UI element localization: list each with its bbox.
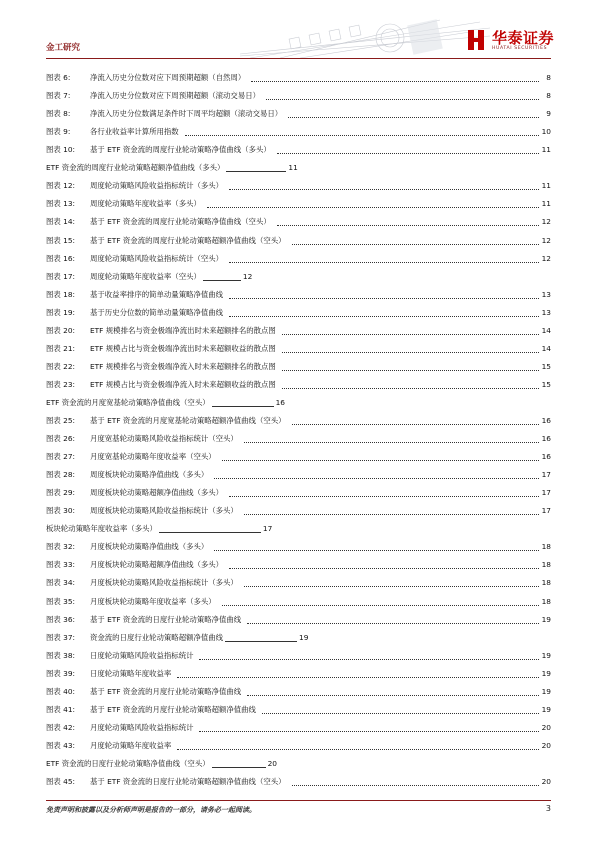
- toc-entry-title: 净流入历史分位数满足条件时下周平均超额（滚动交易日）: [90, 109, 283, 119]
- toc-entry-title: 基于收益率排序的简单动量策略净值曲线: [90, 289, 224, 299]
- toc-entry[interactable]: [46, 414, 551, 428]
- toc-entry-title: ETF 规模排名与资金极端净流入时未来超额排名的散点图: [90, 361, 276, 371]
- toc-leader: [185, 135, 539, 136]
- brand-name-cn: 华泰证券: [492, 29, 555, 47]
- toc-entry-title: 月度板块轮动策略净值曲线（多头）: [90, 542, 209, 552]
- toc-entry[interactable]: [46, 739, 551, 753]
- toc-entry-label: 图表 32:: [46, 542, 76, 552]
- toc-leader: [277, 153, 539, 154]
- toc-entry[interactable]: [46, 468, 551, 482]
- toc-entry[interactable]: [46, 288, 551, 302]
- toc-entry[interactable]: [46, 71, 551, 85]
- huatai-logo-icon: [466, 28, 486, 52]
- toc-entry-label: 图表 25:: [46, 415, 76, 425]
- toc-entry-title: ETF 规模排名与资金极端净流出时未来超额排名的散点图: [90, 325, 276, 335]
- header-decoration-graphic: [240, 18, 490, 58]
- toc-entry-page: 11: [288, 163, 298, 173]
- toc-leader: [247, 623, 539, 624]
- brand-name-en: HUATAI SECURITIES: [492, 46, 548, 51]
- toc-entry[interactable]: [46, 234, 551, 248]
- toc-entry-label: 图表 42:: [46, 722, 76, 732]
- toc-entry-title: ETF 资金流的月度宽基轮动策略净值曲线（空头）: [46, 397, 210, 407]
- toc-entry-page: 16: [541, 415, 551, 425]
- toc-leader: [199, 731, 539, 732]
- toc-entry-page: 18: [541, 596, 551, 606]
- toc-entry-title: 基于 ETF 资金流的月度行业轮动策略超额净值曲线: [90, 704, 256, 714]
- toc-entry[interactable]: [46, 360, 551, 374]
- toc-entry[interactable]: [46, 576, 551, 590]
- toc-entry[interactable]: [46, 703, 551, 717]
- toc-entry-label: 图表 43:: [46, 740, 76, 750]
- toc-entry-title: ETF 规模占比与资金极端净流出时未来超额收益的散点图: [90, 343, 276, 353]
- toc-leader: [292, 785, 539, 786]
- toc-leader: [229, 496, 539, 497]
- toc-entry-page: 11: [541, 181, 551, 191]
- toc-entry[interactable]: [46, 631, 308, 645]
- toc-entry-page: 18: [541, 578, 551, 588]
- toc-entry-label: 图表 26:: [46, 434, 76, 443]
- toc-entry-label: 图表 27:: [46, 452, 76, 462]
- toc-leader: [288, 117, 539, 118]
- toc-entry-title: ETF 规模占比与资金极端净流入时未来超额收益的散点图: [90, 379, 276, 389]
- toc-entry-label: 图表 15:: [46, 235, 76, 245]
- toc-entry-title: ETF 资金流的周度行业轮动策略超额净值曲线（多头）: [46, 163, 225, 173]
- toc-leader: [229, 568, 539, 569]
- toc-entry-label: 图表 7:: [46, 91, 71, 100]
- toc-entry[interactable]: [46, 504, 551, 518]
- toc-entry-title: 周度轮动策略风险收益指标统计（空头）: [90, 253, 224, 263]
- toc-entry-page: 18: [541, 560, 551, 570]
- toc-leader: [282, 352, 539, 353]
- toc-leader: [262, 713, 539, 714]
- toc-entry[interactable]: [46, 252, 551, 266]
- toc-entry-title: 基于历史分位数的简单动量策略净值曲线: [90, 307, 224, 317]
- toc-entry[interactable]: [46, 486, 551, 500]
- toc-entry-label: 图表 41:: [46, 704, 76, 714]
- toc-entry-page: 14: [541, 343, 551, 353]
- toc-entry-title: 周度轮动策略年度收益率（多头）: [90, 199, 201, 209]
- toc-entry-label: 图表 12:: [46, 181, 76, 191]
- toc-leader: [229, 262, 539, 263]
- toc-entry-page: 20: [541, 740, 551, 750]
- toc-leader: [292, 244, 539, 245]
- toc-entry-page: 20: [541, 777, 551, 786]
- toc-leader: [229, 298, 539, 299]
- toc-entry-label: 图表 17:: [46, 271, 76, 281]
- toc-entry-page: 19: [299, 632, 309, 642]
- toc-leader: [177, 677, 539, 678]
- toc-leader: [247, 695, 539, 696]
- toc-entry[interactable]: [46, 215, 551, 229]
- toc-entry-label: 图表 18:: [46, 289, 76, 299]
- toc-entry[interactable]: [46, 685, 551, 699]
- toc-entry-page: 17: [541, 488, 551, 498]
- toc-entry-page: 16: [275, 397, 286, 407]
- toc-entry-title: 月度轮动策略年度收益率: [90, 740, 172, 750]
- toc-entry-page: 11: [541, 199, 551, 209]
- toc-entry-page: 13: [541, 289, 551, 299]
- toc-entry-page: 17: [541, 470, 551, 480]
- toc-leader: [222, 460, 539, 461]
- toc-leader: [226, 171, 286, 172]
- toc-entry-title: 周度板块轮动策略净值曲线（多头）: [90, 470, 209, 480]
- toc-entry-title: 月度板块轮动策略风险收益指标统计（多头）: [90, 578, 238, 588]
- toc-entry-page: 19: [541, 650, 551, 660]
- toc-entry-label: 图表 8:: [46, 109, 71, 119]
- toc-entry-label: 图表 40:: [46, 686, 76, 696]
- toc-leader: [282, 388, 539, 389]
- toc-entry-page: 8: [546, 73, 551, 82]
- toc-entry-title: 基于 ETF 资金流的周度行业轮动策略超额净值曲线（空头）: [90, 235, 286, 245]
- toc-entry-label: 图表 28:: [46, 470, 76, 480]
- toc-leader: [292, 424, 539, 425]
- toc-entry-label: 图表 22:: [46, 361, 76, 371]
- toc-entry[interactable]: [46, 270, 252, 284]
- toc-entry[interactable]: [46, 450, 551, 464]
- toc-leader: [214, 550, 539, 551]
- toc-leader: [212, 767, 266, 768]
- toc-leader: [207, 207, 539, 208]
- toc-entry-title: 各行业收益率计算所用指数: [90, 127, 179, 137]
- toc-entry-title: 资金流的日度行业轮动策略超额净值曲线: [90, 632, 224, 642]
- toc-entry-label: 图表 39:: [46, 668, 76, 678]
- toc-entry-title: 月度宽基轮动策略风险收益指标统计（空头）: [90, 434, 238, 443]
- toc-entry-label: 图表 20:: [46, 325, 76, 335]
- toc-entry[interactable]: [46, 161, 298, 175]
- toc-entry-page: 15: [541, 379, 551, 389]
- toc-entry-label: 图表 16:: [46, 253, 76, 263]
- toc-entry-label: 图表 35:: [46, 596, 76, 606]
- toc-entry-page: 13: [541, 307, 551, 317]
- toc-entry-label: 图表 33:: [46, 560, 76, 570]
- footer-disclaimer: 免责声明和披露以及分析师声明是报告的一部分，请务必一起阅读。: [46, 806, 256, 814]
- toc-leader: [212, 406, 274, 407]
- toc-entry-title: 周度轮动策略年度收益率（空头）: [90, 271, 201, 281]
- toc-entry-label: 图表 38:: [46, 650, 76, 660]
- toc-entry-title: 月度板块轮动策略年度收益率（多头）: [90, 596, 216, 606]
- toc-entry-page: 17: [262, 524, 273, 534]
- toc-entry-title: 基于 ETF 资金流的月度行业轮动策略净值曲线: [90, 686, 242, 696]
- toc-entry-label: 图表 30:: [46, 506, 76, 516]
- toc-entry-page: 19: [541, 614, 551, 624]
- toc-entry-page: 18: [541, 542, 551, 552]
- toc-leader: [282, 334, 539, 335]
- toc-entry[interactable]: [46, 179, 551, 193]
- toc-entry[interactable]: [46, 107, 551, 121]
- toc-leader: [199, 659, 539, 660]
- toc-entry-page: 15: [541, 361, 551, 371]
- toc-entry[interactable]: [46, 540, 551, 554]
- toc-entry-page: 17: [541, 506, 551, 516]
- toc-entry-page: 9: [546, 109, 551, 119]
- page-number: 3: [545, 804, 551, 813]
- toc-leader: [177, 749, 539, 750]
- toc-entry-title: 基于 ETF 资金流的周度行业轮动策略净值曲线（多头）: [90, 145, 271, 155]
- toc-entry-page: 20: [267, 758, 278, 768]
- toc-entry-title: 板块轮动策略年度收益率（多头）: [46, 524, 157, 534]
- toc-entry-title: ETF 资金流的日度行业轮动策略净值曲线（空头）: [46, 758, 210, 768]
- toc-entry-title: 基于 ETF 资金流的月度宽基轮动策略超额净值曲线（空头）: [90, 415, 286, 425]
- toc-entry-label: 图表 36:: [46, 614, 76, 624]
- toc-entry-page: 12: [541, 235, 551, 245]
- toc-entry-page: 19: [541, 668, 551, 678]
- toc-entry-label: 图表 23:: [46, 379, 76, 389]
- company-logo: [466, 26, 566, 56]
- toc-entry-title: 月度板块轮动策略超额净值曲线（多头）: [90, 560, 224, 570]
- footer-divider: [46, 800, 551, 801]
- toc-entry[interactable]: [46, 342, 551, 356]
- toc-entry[interactable]: [46, 613, 551, 627]
- toc-leader: [266, 99, 539, 100]
- toc-entry-page: 8: [546, 91, 551, 100]
- toc-entry[interactable]: [46, 197, 551, 211]
- toc-entry-label: 图表 45:: [46, 777, 76, 786]
- toc-entry-title: 日度轮动策略年度收益率: [90, 668, 172, 678]
- toc-entry[interactable]: [46, 396, 285, 410]
- toc-leader: [282, 370, 539, 371]
- toc-entry-title: 月度宽基轮动策略年度收益率（空头）: [90, 452, 216, 462]
- toc-entry[interactable]: [46, 558, 551, 572]
- toc-leader: [244, 586, 539, 587]
- toc-entry[interactable]: [46, 721, 551, 735]
- toc-entry[interactable]: [46, 522, 272, 536]
- toc-entry[interactable]: [46, 143, 551, 157]
- toc-entry[interactable]: [46, 89, 551, 103]
- toc-leader: [277, 225, 539, 226]
- toc-entry-label: 图表 6:: [46, 73, 71, 82]
- toc-entry-label: 图表 37:: [46, 632, 76, 642]
- toc-entry-label: 图表 21:: [46, 343, 76, 353]
- toc-entry-page: 19: [541, 704, 551, 714]
- toc-entry-label: 图表 9:: [46, 127, 71, 137]
- toc-entry[interactable]: [46, 125, 551, 139]
- toc-entry-title: 月度轮动策略风险收益指标统计: [90, 722, 194, 732]
- toc-leader: [244, 442, 539, 443]
- toc-entry-label: 图表 14:: [46, 217, 76, 227]
- toc-entry[interactable]: [46, 324, 551, 338]
- toc-entry-page: 16: [541, 452, 551, 462]
- toc-entry-page: 16: [541, 434, 551, 443]
- toc-entry-label: 图表 19:: [46, 307, 76, 317]
- toc-entry-title: 日度轮动策略风险收益指标统计: [90, 650, 194, 660]
- toc-leader: [203, 280, 241, 281]
- toc-entry-page: 12: [541, 217, 551, 227]
- header-divider: [46, 58, 551, 59]
- toc-entry-title: 周度板块轮动策略风险收益指标统计（多头）: [90, 506, 238, 516]
- toc-entry-label: 图表 29:: [46, 488, 76, 498]
- toc-entry-page: 12: [541, 253, 551, 263]
- toc-entry-label: 图表 10:: [46, 145, 76, 155]
- toc-leader: [229, 189, 539, 190]
- toc-entry-title: 基于 ETF 资金流的周度行业轮动策略净值曲线（空头）: [90, 217, 271, 227]
- page-header: [0, 0, 595, 60]
- toc-entry-page: 19: [541, 686, 551, 696]
- toc-entry[interactable]: [46, 775, 551, 789]
- toc-entry-label: 图表 13:: [46, 199, 76, 209]
- toc-entry-title: 净流入历史分位数对应下周预期超额（自然周）: [90, 73, 246, 82]
- toc-entry[interactable]: [46, 432, 551, 446]
- toc-entry[interactable]: [46, 667, 551, 681]
- toc-leader: [159, 532, 261, 533]
- toc-entry-title: 基于 ETF 资金流的日度行业轮动策略净值曲线: [90, 614, 242, 624]
- header-section-label: 金工研究: [46, 43, 81, 53]
- toc-entry-page: 10: [541, 127, 551, 137]
- toc-leader: [214, 478, 539, 479]
- toc-entry-page: 20: [541, 722, 551, 732]
- toc-entry-title: 周度板块轮动策略超额净值曲线（多头）: [90, 488, 224, 498]
- toc-leader: [229, 316, 539, 317]
- toc-entry[interactable]: [46, 649, 551, 663]
- toc-leader: [222, 605, 539, 606]
- toc-entry[interactable]: [46, 757, 277, 771]
- toc-entry-page: 14: [541, 325, 551, 335]
- toc-entry-title: 周度轮动策略风险收益指标统计（多头）: [90, 181, 224, 191]
- toc-entry-page: 12: [242, 271, 253, 281]
- toc-entry[interactable]: [46, 306, 551, 320]
- toc-entry-title: 净流入历史分位数对应下周预期超额（滚动交易日）: [90, 91, 260, 100]
- toc-entry-label: 图表 34:: [46, 578, 76, 588]
- toc-leader: [225, 641, 297, 642]
- toc-entry-title: 基于 ETF 资金流的日度行业轮动策略超额净值曲线（空头）: [90, 777, 286, 786]
- toc-leader: [251, 81, 539, 82]
- toc-leader: [244, 514, 539, 515]
- toc-entry-page: 11: [541, 145, 551, 155]
- toc-entry[interactable]: [46, 378, 551, 392]
- toc-entry[interactable]: [46, 595, 551, 609]
